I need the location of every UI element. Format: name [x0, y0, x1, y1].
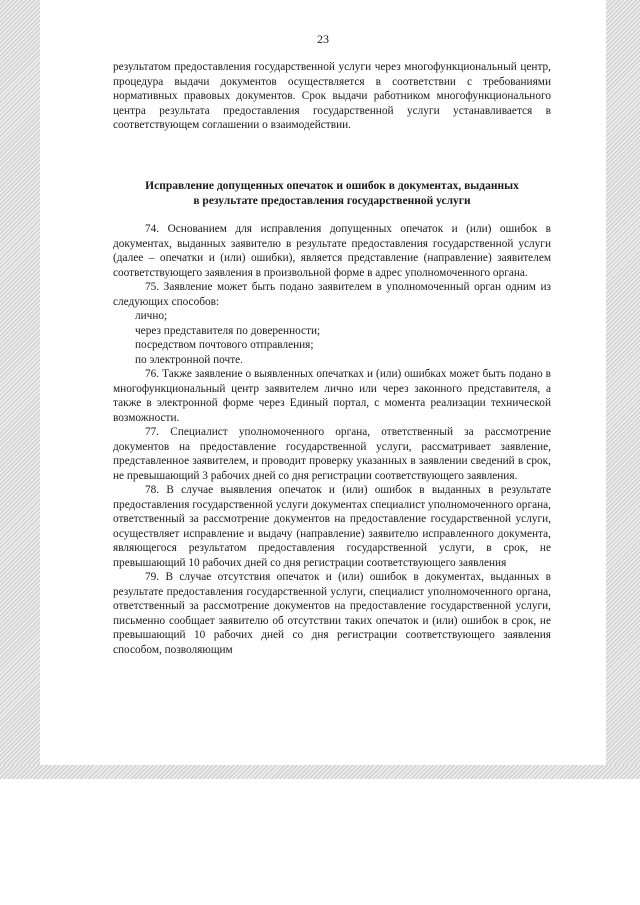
method-item: по электронной почте. [135, 353, 243, 366]
heading-line-1: Исправление допущенных опечаток и ошибок в документах, выданных [145, 180, 519, 192]
intro-paragraph: результатом предоставления государственной услуги через многофункциональный центр, процедура выдачи документов осуществляется в соответствии с требованиями нормативных правовых документов. Срок выдачи работником многофункционального центра результата предоставления государственной услуги устанавливается в соответствующем соглашении о взаимодействии. [113, 61, 551, 131]
intro-block [113, 60, 551, 133]
method-item: лично; [135, 310, 168, 322]
paragraph-79: 79. В случае отсутствия опечаток и (или) ошибок в документах, выданных в результате предоставления государственной услуги, специалист уполномоченного органа, ответственный за рассмотрение документов на предоставление государственной услуги, письменно сообщает заявителю об отсутствии таких опечаток и (или) ошибок в срок, не превышающий 10 рабочих дней со дня регистрации соответствующего заявления способом, позволяющим [113, 571, 551, 656]
heading-line-2: в результате предоставления государственной услуги [193, 194, 471, 207]
method-item: через представителя по доверенности; [135, 324, 321, 337]
section-body [113, 222, 551, 657]
paragraph-74: 74. Основанием для исправления допущенных опечаток и (или) ошибок в документах, выданных заявителю в результате предоставления государственной услуги (далее – опечатки и (или) ошибки), является представление (направление) заявителем соответствующего заявления в произвольной форме в адрес уполномоченного органа. [113, 223, 551, 279]
scan-border-bottom [0, 765, 640, 779]
paragraph-76: 76. Также заявление о выявленных опечатках и (или) ошибках может быть подано в многофункциональный центр заявителем лично или через законного представителя, а также в электронной форме через Единый портал, с момента реализации технической возможности. [113, 368, 551, 424]
paragraph-75: 75. Заявление может быть подано заявителем в уполномоченный орган одним из следующих способов: [113, 281, 551, 308]
paragraph-78: 78. В случае выявления опечаток и (или) ошибок в выданных в результате предоставления государственной услуги документах специалист уполномоченного органа, ответственный за рассмотрение документов на предоставление государственной услуги, осуществляет исправление и выдачу (направление) заявителю исправленного документа, являющегося результатом предоставления государственной услуги, в срок, не превышающий 10 рабочих дней со дня регистрации соответствующего заявления [113, 484, 551, 569]
paragraph-77: 77. Специалист уполномоченного органа, ответственный за рассмотрение документов на предоставление государственной услуги, рассматривает заявление, представленное заявителем, и проводит проверку указанных в заявлении сведений в срок, не превышающий 3 рабочих дней со дня регистрации соответствующего заявления. [113, 426, 551, 482]
method-item: посредством почтового отправления; [135, 339, 314, 351]
scan-border-right [606, 0, 640, 765]
section-heading [113, 179, 551, 208]
document-page [40, 0, 606, 765]
scan-border-left [0, 0, 40, 765]
page-number: 23 [317, 32, 329, 46]
